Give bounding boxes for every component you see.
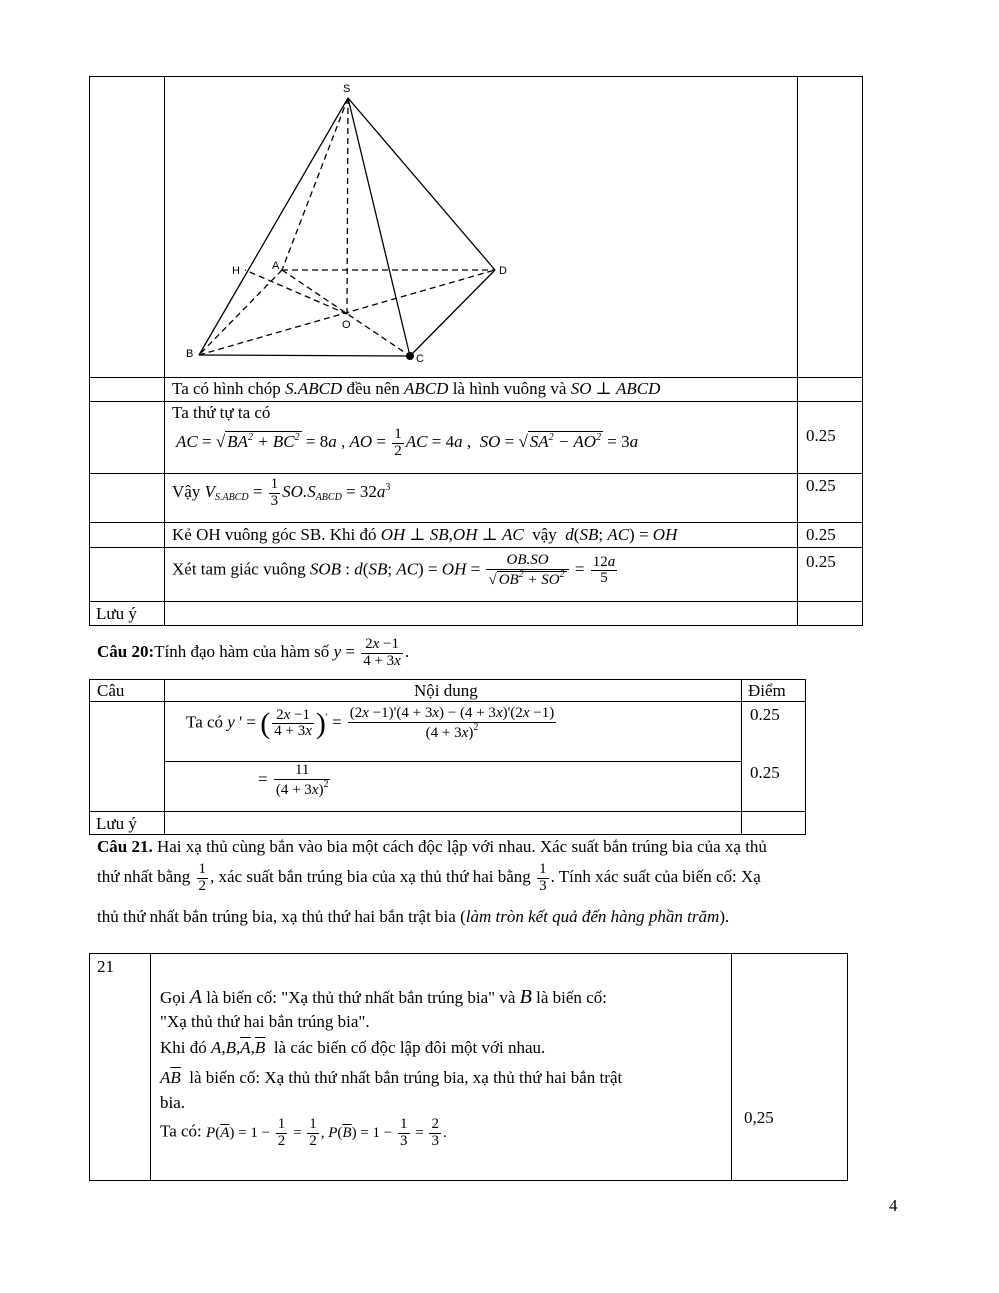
label-c: C bbox=[416, 353, 424, 365]
label-b: B bbox=[186, 348, 194, 360]
q20-row2-formula: = $\frac{11}{(4 + 3x)^2}$ bbox=[258, 762, 329, 798]
q19-row3-prefix: Vậy bbox=[172, 482, 201, 502]
q20-header-cau: Câu bbox=[97, 681, 125, 700]
edge-sa bbox=[282, 98, 348, 270]
q20-note: Lưu ý bbox=[96, 814, 137, 833]
q20-title: Câu 20: bbox=[97, 642, 155, 662]
q21-line2: thứ nhất bằng $\frac{1}{2}$ , xác suất bắn trúng bia của xạ thủ thứ hai bằng $\frac{1}{3}$ . Tính xác suất của biến cố: Xạ bbox=[97, 861, 761, 894]
q21-score: 0,25 bbox=[744, 1108, 774, 1127]
q20-header-score: Điểm bbox=[748, 681, 786, 700]
pyramid-figure bbox=[170, 78, 790, 376]
label-s: S bbox=[343, 83, 351, 95]
q21-c5: Ta có: $P(\overline{A}) = 1$ − $\frac{1}{2}$ = $\frac{1}{2}$ , $P(\overline{B}) = 1$ − $\frac{1}{3}$ = $\frac{2}{3}$ . bbox=[160, 1116, 447, 1149]
q19-row5-score: 0.25 bbox=[806, 552, 836, 571]
edge-cd bbox=[410, 270, 495, 356]
edge-sb bbox=[199, 98, 348, 355]
edge-so bbox=[347, 98, 348, 314]
q21-table-num: 21 bbox=[97, 957, 114, 976]
q19-row2-intro: Ta thứ tự ta có bbox=[172, 403, 271, 422]
label-h: H bbox=[232, 265, 240, 277]
q19-row3-formula: Vậy $V_{S.ABCD}$ = $\frac{1}{3}$ $SO.S_{ABCD} = 32a^3$ bbox=[172, 476, 391, 509]
label-d: D bbox=[499, 265, 507, 277]
label-a: A bbox=[272, 260, 280, 272]
q21-c2: "Xạ thủ thứ hai bắn trúng bia". bbox=[160, 1012, 370, 1031]
q19-row2-score: 0.25 bbox=[806, 426, 836, 445]
q19-row1-text: Ta có hình chóp S.ABCD đều nên ABCD là hình vuông và SO ⊥ ABCD bbox=[172, 379, 661, 398]
q19-row5-text: Xét tam giác vuông SOB : d(SB; AC) = OH = $\frac{OB.SO}{√ OB^2 + SO^2}$ = $\frac{12a}{5}$ bbox=[172, 552, 616, 588]
edge-sc bbox=[348, 98, 410, 356]
q21-line3: thủ thứ nhất bắn trúng bia, xạ thủ thứ hai bắn trật bia (làm tròn kết quả đến hàng phần trăm). bbox=[97, 907, 730, 926]
q19-row4-score: 0.25 bbox=[806, 525, 836, 544]
q20-row1-formula: Ta có y ' = ( $\frac{2x -1}{4 + 3x}$ )' = $\frac{(2x -1)'(4 + 3x) - (4 + 3x)'(2x -1)}{(4 + 3x)^2}$ bbox=[186, 705, 555, 741]
q21-line1: Câu 21. Hai xạ thủ cùng bắn vào bia một cách độc lập với nhau. Xác suất bắn trúng bia của xạ thủ bbox=[97, 837, 767, 856]
q20-row1-score: 0.25 bbox=[750, 705, 780, 724]
page-number: 4 bbox=[889, 1196, 898, 1215]
edge-bc bbox=[199, 355, 410, 356]
q20-question: Câu 20:Tính đạo hàm của hàm số y = $\frac{2x -1}{4 + 3x}$ . bbox=[97, 636, 410, 669]
q21-c4b: bia. bbox=[160, 1093, 186, 1112]
point-c bbox=[406, 352, 414, 360]
q19-row4-text: Kẻ OH vuông góc SB. Khi đó OH ⊥ SB,OH ⊥ AC vậy d(SB; AC) = OH bbox=[172, 525, 678, 544]
q21-c1: Gọi A là biến cố: "Xạ thủ thứ nhất bắn trúng bia" và B là biến cố: bbox=[160, 986, 607, 1008]
q20-header-content: Nội dung bbox=[414, 681, 478, 700]
q21-c4: $A\overline{B}$ là biến cố: Xạ thủ thứ nhất bắn trúng bia, xạ thủ thứ hai bắn trật bbox=[160, 1068, 623, 1087]
q19-note: Lưu ý bbox=[96, 604, 137, 623]
q19-row2-formula: AC = √ $BA^2 + BC^2 = 8a$ , AO = $\frac{1}{2}$ AC = 4a , SO = √ $SA^2 - AO^2 = 3a$ bbox=[176, 426, 639, 459]
q21-c3: Khi đó $A,B,\overline{A},\overline{B}$ là các biến cố độc lập đôi một với nhau. bbox=[160, 1038, 546, 1057]
q21-title: Câu 21. bbox=[97, 837, 153, 856]
edge-sd bbox=[348, 98, 495, 270]
q19-row3-score: 0.25 bbox=[806, 476, 836, 495]
label-o: O bbox=[342, 319, 351, 331]
q20-row2-score: 0.25 bbox=[750, 763, 780, 782]
